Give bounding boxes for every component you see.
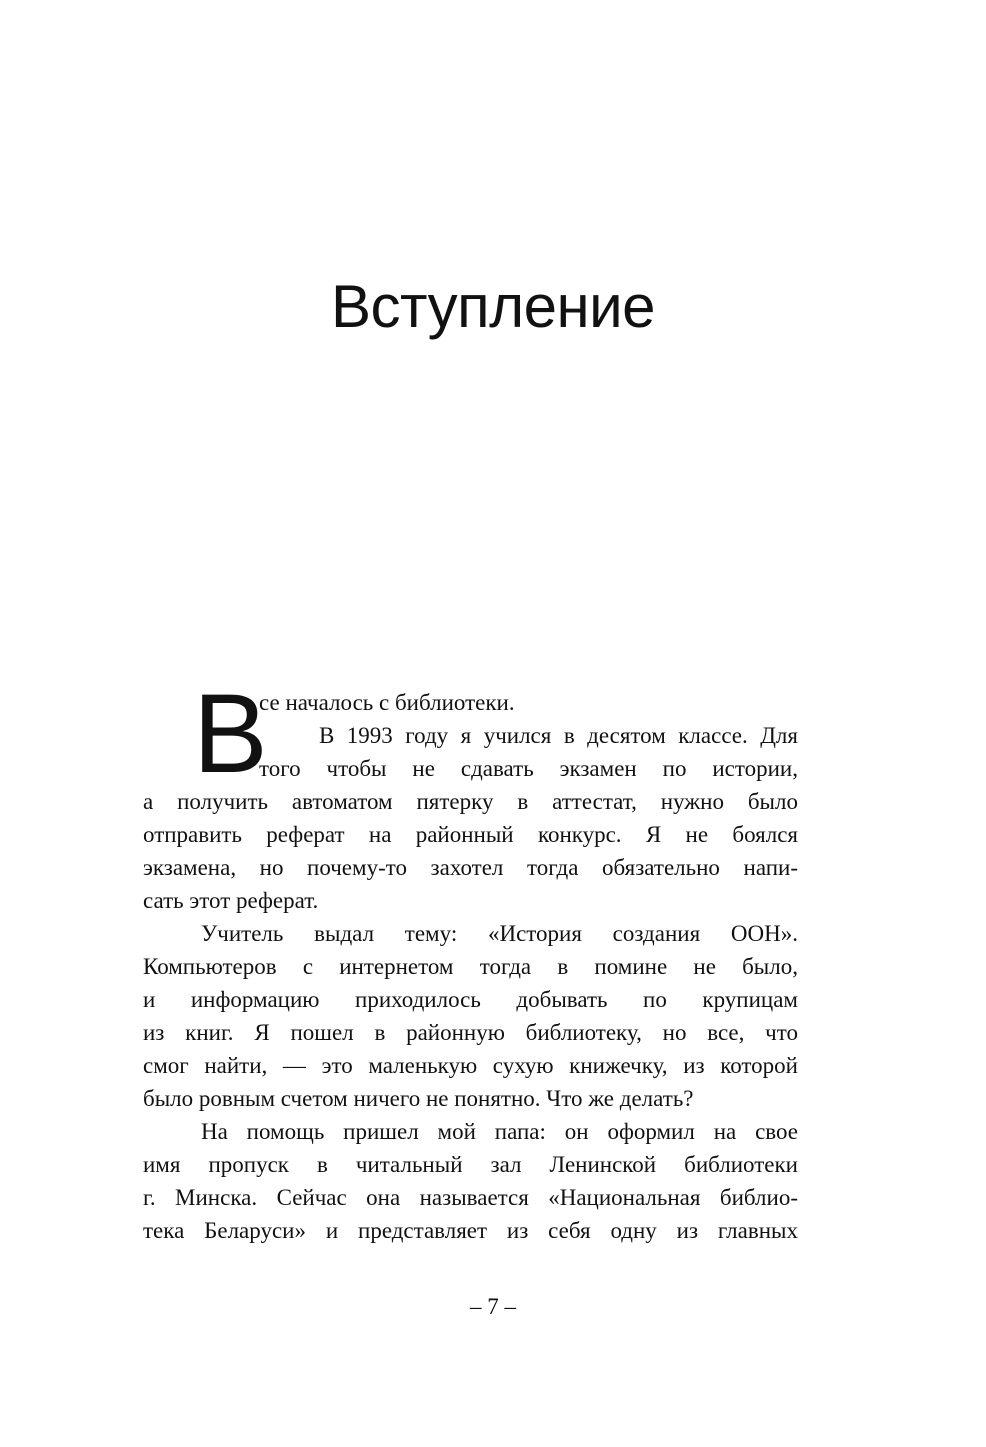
text-line: из книг. Я пошел в районную библиотеку, но все, что <box>143 1020 798 1045</box>
drop-cap: В <box>193 671 268 796</box>
text-line: экзамена, но почему-то захотел тогда обязательно напи- <box>143 855 798 880</box>
text-line: се началось с библиотеки. <box>259 690 515 715</box>
text-line: г. Минска. Сейчас она называется «Национальная библио- <box>143 1185 798 1210</box>
text-line: имя пропуск в читальный зал Ленинской библиотеки <box>143 1152 798 1177</box>
text-line: сать этот реферат. <box>143 888 319 913</box>
text-line: тека Беларуси» и представляет из себя одну из главных <box>143 1218 798 1243</box>
body-text <box>143 671 798 1247</box>
text-line: того чтобы не сдавать экзамен по истории, <box>259 756 798 781</box>
text-line: и информацию приходилось добывать по крупицам <box>143 987 798 1012</box>
text-line: На помощь пришел мой папа: он оформил на свое <box>201 1119 798 1144</box>
page-number: – 7 – <box>470 1294 516 1319</box>
text-line: было ровным счетом ничего не понятно. Что же делать? <box>143 1086 694 1111</box>
text-line: а получить автоматом пятерку в аттестат, нужно было <box>143 789 798 814</box>
text-line: Компьютеров с интернетом тогда в помине не было, <box>143 954 798 979</box>
text-line: отправить реферат на районный конкурс. Я не боялся <box>143 822 798 847</box>
text-line: В 1993 году я учился в десятом классе. Для <box>319 723 798 748</box>
chapter-title: Вступление <box>330 273 656 340</box>
text-line: Учитель выдал тему: «История создания ООН». <box>201 921 798 946</box>
text-line: смог найти, — это маленькую сухую книжечку, из которой <box>143 1053 798 1078</box>
